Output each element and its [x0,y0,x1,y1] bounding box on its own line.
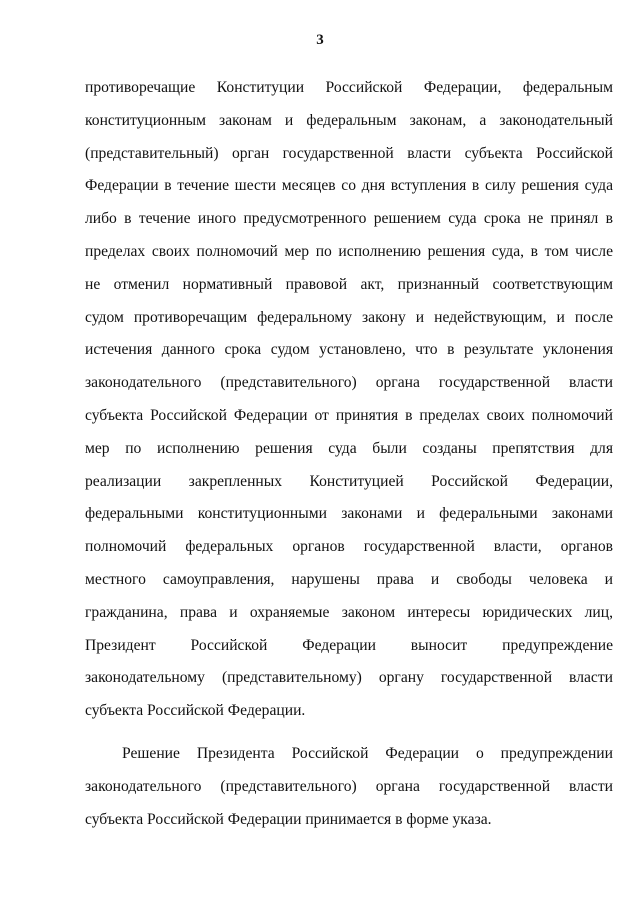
paragraph-line: законодательного (представительного) органа государственной власти [85,374,613,392]
page-number: 3 [316,32,324,48]
paragraph-line: местного самоуправления, нарушены права и свободы человека и [85,570,613,588]
paragraph-line: субъекта Российской Федерации принимается в форме указа. [85,810,492,828]
paragraph-line: противоречащие Конституции Российской Федерации, федеральным [85,79,613,96]
paragraph-1 [85,72,613,728]
paragraph-line: Президент Российской Федерации выносит предупреждение [85,636,613,654]
paragraph-line: Решение Президента Российской Федерации о предупреждении [122,745,613,762]
paragraph-line: субъекта Российской Федерации от принятия в пределах своих полномочий [85,406,613,424]
paragraph-line: мер по исполнению решения суда были созданы препятствия для [85,439,613,457]
paragraph-line: Федерации в течение шести месяцев со дня вступления в силу решения суда [85,177,613,195]
paragraph-line: не отменил нормативный правовой акт, признанный соответствующим [85,275,613,293]
paragraph-2 [85,738,613,836]
paragraph-line: истечения данного срока судом установлено, что в результате уклонения [85,341,613,359]
paragraph-line: законодательному (представительному) органу государственной власти [85,669,613,687]
paragraph-line: конституционным законам и федеральным законам, а законодательный [85,111,613,129]
paragraph-line: законодательного (представительного) органа государственной власти [85,777,613,795]
paragraph-line: реализации закрепленных Конституцией Российской Федерации, [85,472,613,490]
paragraph-line: субъекта Российской Федерации. [85,702,306,720]
paragraph-line: (представительный) орган государственной власти субъекта Российской [85,144,613,162]
paragraph-line: гражданина, права и охраняемые законом интересы юридических лиц, [85,603,613,621]
paragraph-line: полномочий федеральных органов государственной власти, органов [85,538,613,556]
paragraph-line: пределах своих полномочий мер по исполнению решения суда, в том числе [85,242,613,260]
paragraph-line: либо в течение иного предусмотренного решением суда срока не принял в [85,210,613,228]
paragraph-line: судом противоречащим федеральному закону и недействующим, и после [85,308,613,326]
paragraph-line: федеральными конституционными законами и федеральными законами [85,505,613,523]
